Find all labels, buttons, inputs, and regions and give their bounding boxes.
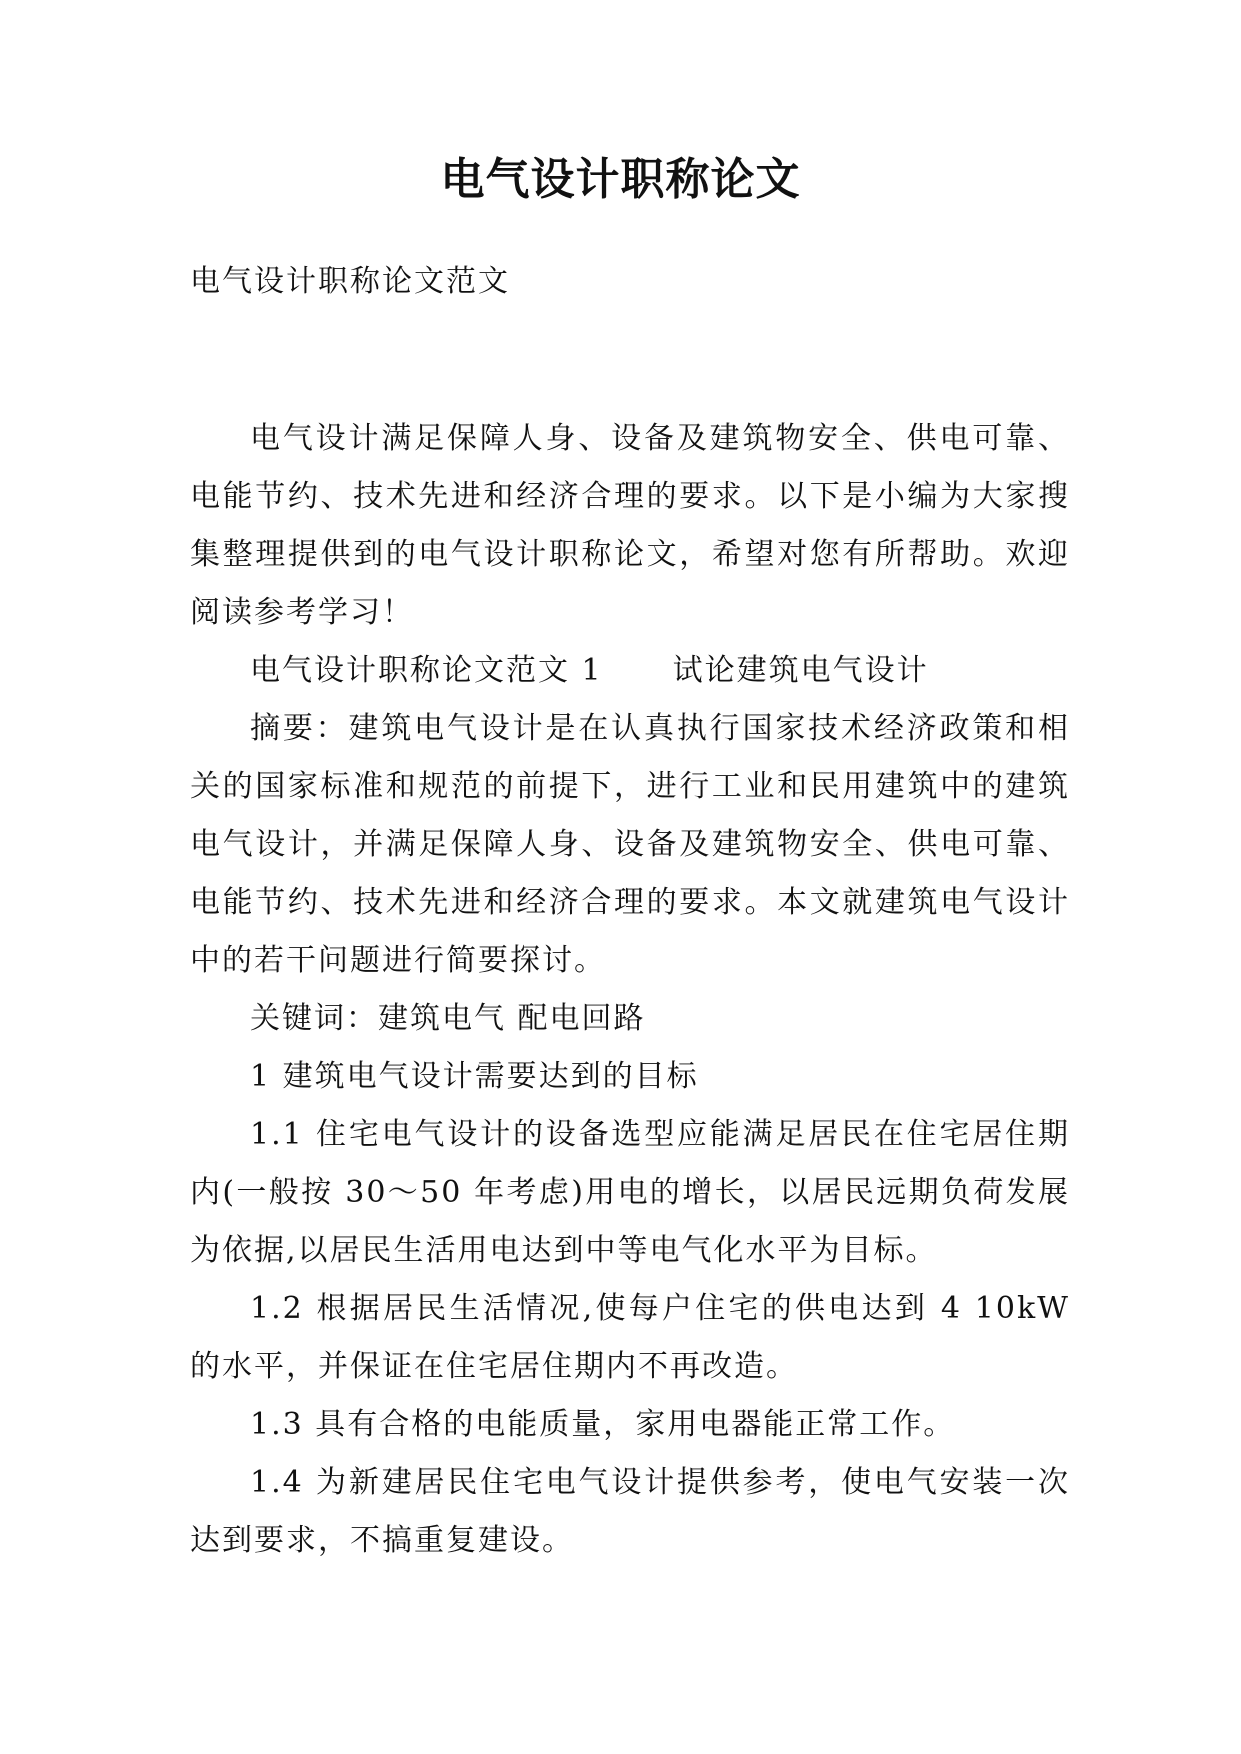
item-1-4: 1.4 为新建居民住宅电气设计提供参考，使电气安装一次达到要求，不搞重复建设。 bbox=[190, 1465, 1070, 1558]
section-label: 电气设计职称论文范文 1 bbox=[250, 653, 603, 688]
item-1-1: 1.1 住宅电气设计的设备选型应能满足居民在住宅居住期内(一般按 30～50 年考虑)用电的增长，以居民远期负荷发展为依据,以居民生活用电达到中等电气化水平为目标。 bbox=[190, 1117, 1070, 1268]
section-heading bbox=[190, 642, 1070, 700]
document-body bbox=[190, 410, 1070, 1570]
document-subtitle: 电气设计职称论文范文 bbox=[190, 264, 510, 299]
document-title: 电气设计职称论文 bbox=[440, 154, 801, 205]
abstract-paragraph: 摘要：建筑电气设计是在认真执行国家技术经济政策和相关的国家标准和规范的前提下，进行工业和民用建筑中的建筑电气设计，并满足保障人身、设备及建筑物安全、供电可靠、电能节约、技术先进和经济合理的要求。本文就建筑电气设计中的若干问题进行简要探讨。 bbox=[190, 711, 1070, 978]
item-1-2: 1.2 根据居民生活情况,使每户住宅的供电达到 4 10kW 的水平，并保证在住宅居住期内不再改造。 bbox=[190, 1291, 1070, 1384]
section-title: 试论建筑电气设计 bbox=[672, 653, 929, 688]
heading-1: 1 建筑电气设计需要达到的目标 bbox=[250, 1059, 699, 1094]
item-1-3: 1.3 具有合格的电能质量，家用电器能正常工作。 bbox=[250, 1407, 956, 1442]
keywords-line: 关键词：建筑电气 配电回路 bbox=[250, 1001, 646, 1036]
intro-paragraph: 电气设计满足保障人身、设备及建筑物安全、供电可靠、电能节约、技术先进和经济合理的要求。以下是小编为大家搜集整理提供到的电气设计职称论文，希望对您有所帮助。欢迎阅读参考学习！ bbox=[190, 421, 1070, 630]
